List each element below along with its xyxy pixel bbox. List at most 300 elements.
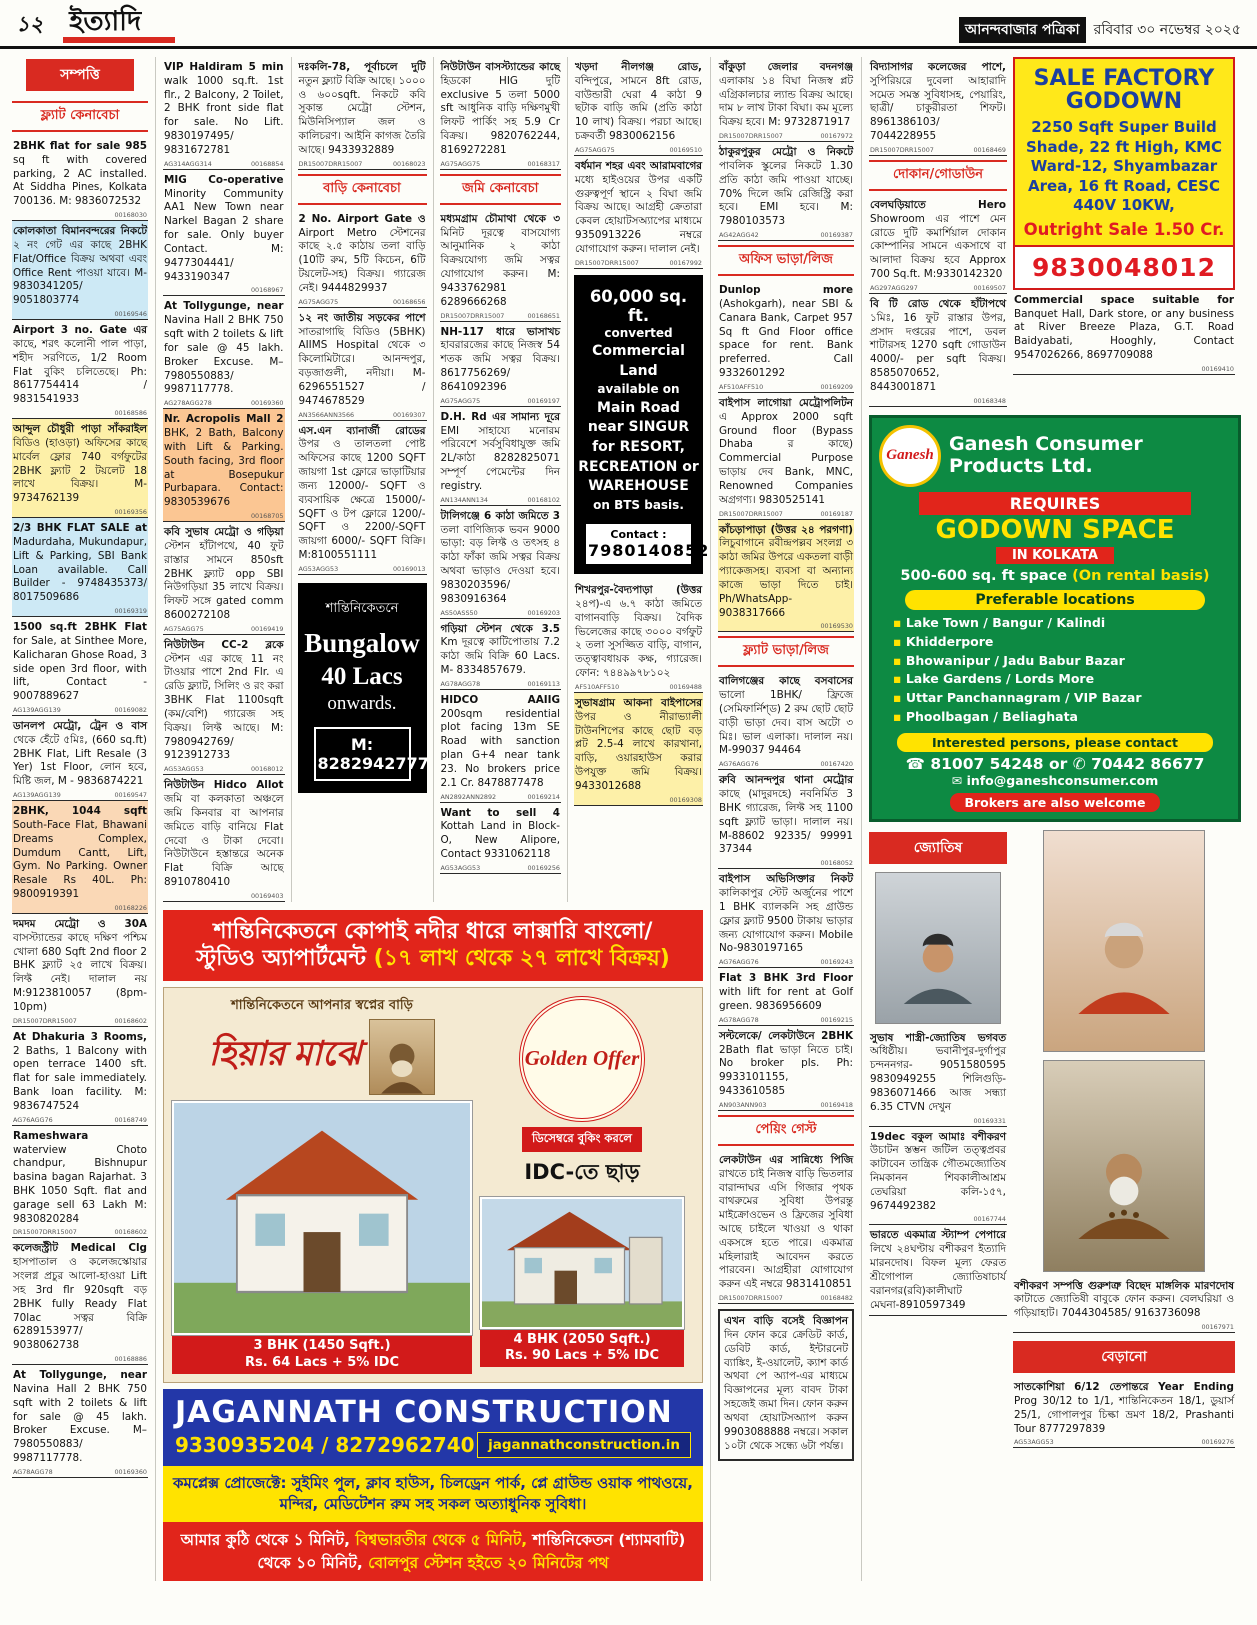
ad-meta — [719, 1294, 853, 1302]
ad-ref: 00168469 — [973, 145, 1006, 154]
jagannath-row — [175, 1432, 691, 1458]
classified-ad — [869, 57, 1007, 156]
ad-code: AN134ANN134 — [440, 495, 488, 504]
ad-ref: 00168705 — [250, 512, 284, 521]
classified-ad — [163, 775, 285, 902]
classified-ad — [718, 1026, 854, 1111]
ad-meta — [719, 1101, 853, 1109]
ad-text: Rameshwara waterview Choto chandpur, Bishnupur basina bagan Rajarhat. 3 BHK 1050 Sqft. flat and garage sell 63 Lakh M: 9830820284 — [13, 1129, 147, 1225]
ganesh-basis-text: (On rental basis) — [1072, 568, 1210, 585]
house-sale-header: বাড়ি কেনাবেচা — [298, 174, 427, 205]
date-line: রবিবার ৩০ নভেম্বর ২০২৫ — [1093, 22, 1241, 38]
ad-meta — [719, 958, 853, 966]
classified-ad — [12, 801, 148, 914]
classified-ad — [574, 693, 703, 806]
classified-ad — [869, 294, 1007, 407]
ad-meta — [575, 146, 702, 154]
classified-ad — [869, 1225, 1007, 1316]
classified-ad — [440, 803, 562, 874]
housead-brand-row — [172, 1019, 472, 1095]
sale-factory-display-ad — [1013, 57, 1235, 290]
astrology-left-lane — [869, 828, 1007, 1449]
classified-ad — [574, 57, 703, 156]
ad-ref: 00168012 — [250, 765, 284, 774]
commland-line: Commercial Land — [592, 343, 685, 379]
house-3bhk-price: Rs. 64 Lacs + 5% IDC — [244, 1354, 400, 1370]
classified-ad — [12, 914, 148, 1027]
ad-meta — [719, 1016, 853, 1024]
ad-text: শিখরপুর-বৈদ্যপাড়া (উত্তর ২৪প)-এ ৬.৭ কাঠা জমিতে বাগানবাড়ি বিক্রয়। বৈদিক ভিলেজের কাছে ৩০০০ বর্গফুট ২ তলা সুসজ্জিত বাড়ি, বাগান, তত্ত্বাবধায়ক কক্ষ, গ্যারেজ। ফোন: ৭৪৪৯৯৭৮১০২ — [575, 584, 702, 680]
ad-text: MIG Co-operative Minority Community AA1 New Town near Narkel Bagan 2 share for sale. Only buyer Contact. M: 9477304441/ 9433190347 — [164, 173, 284, 283]
ad-code: AG53AGG53 — [440, 863, 481, 872]
ad-text: বশীকরণ সম্পত্তি গুরুশত্রু বিছেদ মাঙ্গলিক মারণদোষ কাটাতে জ্যোতিষী বাবুকে ফোন করুন। বেলঘরিয়া ও গড়িয়াহাট। 7044304585/ 9163736098 — [1014, 1279, 1234, 1320]
ad-ref: 00169410 — [1201, 364, 1234, 373]
ad-code: AS50ASS50 — [440, 608, 478, 617]
center-columns-top — [163, 57, 710, 902]
classified-ad — [574, 156, 703, 269]
ad-code: AG297AGG297 — [870, 283, 918, 292]
column-land-4 — [433, 57, 562, 902]
house-4bhk-image — [482, 1199, 682, 1327]
house-3bhk-strip — [172, 1335, 472, 1374]
classified-ad — [298, 421, 427, 575]
ad-meta — [441, 793, 561, 801]
classified-ad — [298, 209, 427, 308]
ganesh-logo: Ganesh — [879, 425, 941, 487]
ad-meta — [13, 904, 147, 912]
ad-meta — [164, 286, 284, 294]
kopai-line2 — [167, 945, 699, 973]
ganesh-company-name: Ganesh Consumer Products Ltd. — [949, 432, 1143, 477]
ad-ref: 00169530 — [820, 622, 853, 631]
classified-ad — [298, 308, 427, 421]
ad-code: AG75AGG75 — [575, 145, 615, 154]
paper-name: আনন্দবাজার পত্রিকা — [959, 17, 1086, 43]
bungalow-phone: 8282942777 — [317, 753, 429, 773]
ad-text: রুবি আনন্দপুর থানা মেট্রোর কাছে (মাদুরদহে) নবনির্মিত 3 BHK গ্যারেজ, লিফ্ট সহ 1100 sqft ফ্ল্যাট ভাড়া। দালাল নয়। M-88602 92335/ 99991 37344 — [719, 774, 853, 856]
ganesh-header — [879, 425, 1231, 487]
paying-guest-header: পেয়িং গেস্ট — [718, 1115, 854, 1146]
ganesh-size-text: 500-600 sq. ft space — [900, 568, 1068, 585]
column-right-display — [1013, 57, 1235, 407]
house-3bhk-label: 3 BHK (1450 Sqft.) — [253, 1338, 391, 1354]
ad-ref: 00169113 — [527, 679, 560, 688]
ad-text: Flat 3 BHK 3rd Floor with lift for rent at Golf green. 9836956609 — [719, 972, 853, 1012]
ad-text: Airport 3 no. Gate এর কাছে, শরৎ কলোনী পাল পাড়া, শহীদ সরণিতে, 1/2 Room Flat বুকিং চলিতেছে। Ph: 8617754414 / 9831541933 — [13, 324, 147, 406]
ad-ref: 00169307 — [392, 410, 426, 419]
ad-code: DR15007DRR15007 — [13, 1016, 77, 1025]
ad-ref: 00168348 — [973, 396, 1006, 405]
ad-code: AG278AGG278 — [164, 399, 212, 408]
ad-text: D.H. Rd এর সামান্য দূরে EMI সাহায্যে মনোরম পরিবেশে সর্বসুবিধাযুক্ত জমি 2L/কাঠা 8282825071 সম্পূর্ণ পেমেন্টের দিন registry. — [440, 410, 560, 492]
sale-factory-title — [1019, 67, 1229, 113]
classified-ad — [163, 522, 285, 635]
kopai-line2b: (১৭ লাখ থেকে ২৭ লাখে বিক্রয়) — [373, 946, 670, 972]
ad-text: NH-117 ধারে ভাসাখচ হাবরারজের কাছে নিজস্ব 54 শতক জমি সত্বর বিক্রয়। 8617756269/ 8641092396 — [440, 325, 560, 393]
classified-ad — [163, 296, 285, 409]
ad-meta — [441, 312, 561, 320]
ganesh-location-item: ▪ Uttar Panchannagram / VIP Bazar — [893, 689, 1217, 708]
kopai-line1: শান্তিনিকেতনে কোপাই নদীর ধারে লাক্সারি বাংলো/ — [213, 918, 653, 944]
sale-factory-title-2: GODOWN — [1065, 89, 1183, 115]
ad-meta — [164, 399, 284, 407]
ad-ref: 00169082 — [114, 705, 147, 714]
sadhu-photo — [1043, 1060, 1205, 1272]
ad-ref: 00169403 — [250, 891, 284, 900]
phone-icon: ✆ — [1072, 754, 1086, 773]
ganesh-location-item: ▪ Lake Town / Bangur / Kalindi — [893, 614, 1217, 633]
ganesh-location-item: ▪ Bhowanipur / Jadu Babur Bazar — [893, 652, 1217, 671]
ad-text: কোলকাতা বিমানবন্দরের নিকটে ২ নং গেট এর কাছে 2BHK Flat/Office বিক্রয় অথবা এবং Office Rent পাওয়া যাবে। M-9830341205/ 9051803774 — [13, 225, 147, 307]
ganesh-location: IN KOLKATA — [996, 547, 1114, 564]
ganesh-phone-2: 70442 86677 — [1091, 754, 1205, 773]
offer-ribbon: ডিসেম্বরে বুকিং করলে — [522, 1127, 642, 1152]
ad-ref: 00169214 — [527, 792, 560, 801]
ad-text: 2/3 BHK FLAT SALE at Madurdaha, Mukundapur, Lift & Parking, SBI Bank Loan available. Call Builder - 9748435373/ 8017509686 — [13, 522, 147, 604]
ad-text: বাইপাস অভিসিক্তার নিকট কালিকাপুর স্টেট অর্জুনের পাশে 1 BHK ব্যালকনি সহ গ্রাউন্ড ফ্লোর ফ্ল্যাট 9500 টাকায় ভাড়ার জন্য যোগাযোগ করুন। Mobile No-9830197165 — [719, 873, 853, 955]
classified-ad — [12, 221, 148, 320]
ad-meta — [299, 160, 426, 168]
classified-ad — [12, 320, 148, 419]
jagannath-name: JAGANNATH CONSTRUCTION — [175, 1394, 673, 1430]
ganesh-pref-label: Preferable locations — [905, 590, 1205, 610]
ad-meta — [870, 1215, 1006, 1223]
ad-code: AF510AFF510 — [575, 682, 620, 691]
ad-code: AG53AGG53 — [298, 564, 339, 573]
column-flats-2 — [163, 57, 285, 902]
ad-ref: 00169547 — [114, 791, 147, 800]
classified-ad — [440, 619, 562, 690]
astrology-right-lane — [1013, 828, 1235, 1449]
ad-text: দঃকলি-78, পূর্বাচলে দুটি নতুন ফ্ল্যাট বিক্রি আছে। ১০০০ ও ৬০০sqft. নিকটে কবি সুকান্ত মেট্রো স্টেশন, মিউনিসিপ্যাল জল ও কালিচরণ। আইনি কাগজ তৈরি আছে। 9433932889 — [298, 61, 426, 156]
commland-line: WAREHOUSE — [588, 478, 689, 495]
ad-code: AG78AGG78 — [440, 679, 481, 688]
ad-meta — [164, 892, 284, 900]
self-service-notice-ad — [718, 1309, 854, 1461]
flat-rent-header: ফ্ল্যাট ভাড়া/লিজ — [718, 636, 854, 667]
ad-meta — [299, 565, 426, 573]
classified-ad — [718, 393, 854, 520]
ad-ref: 00169418 — [820, 1100, 853, 1109]
ad-code: DR15007DRR15007 — [13, 1228, 77, 1237]
ad-meta — [870, 397, 1006, 405]
ad-text: 19dec বকুল আমাঃ বশীকরণ উচাটন স্তম্ভন জটিল তত্ত্বপ্রবর কাটাবেন তান্ত্রিক গৌতমজ্যোতিষ নিমকানন শিবকালীআশ্রম তেঘরিয়া কলি-১৫৭, 9674492382 — [870, 1130, 1006, 1212]
ad-code: AN903ANN903 — [719, 1100, 767, 1109]
ad-meta — [441, 680, 561, 688]
property-section-label: সম্পত্তি — [26, 59, 134, 91]
jagannath-display-ad — [163, 1389, 703, 1467]
ad-code: AG53AGG53 — [164, 765, 204, 774]
ad-text: বাইপাস লাগোয়া মেট্রোপলিটন এ Approx 2000 sqft Ground floor (Bypass Dhaba র কাছে) Commercial Purpose ভাড়ায় দেব Bank, MNC, Renowned Companies অগ্রগণ্য। 9830525141 — [719, 396, 853, 506]
bungalow-phone-box — [314, 727, 429, 781]
ad-ref: 00168886 — [114, 1355, 147, 1364]
ad-meta — [441, 160, 561, 168]
ad-code: AN2892ANN2892 — [440, 792, 497, 801]
ad-text: কলেজস্ট্রীট Medical Clg হাসপাতাল ও কলেজস্কোয়ার সংলগ্ন প্রচুর আলো-হাওয়া Lift সহ 3rd flr 920sqft বড় 2BHK fully Ready Flat 70lac সত্বর বিক্রি 6289153977/ 9038062738 — [13, 1242, 147, 1352]
ad-code: AG139AGG139 — [13, 791, 61, 800]
ad-text: বেলঘড়িয়াতে Hero Showroom এর পাশে মেন রোডে দুটি কমার্শিয়াল দোকান কোম্পানির সামনে একসাথে বা আলাদা বিক্রয় হবে Approx 700 Sq.ft. M:9330142320 — [870, 198, 1006, 281]
sale-factory-title-1: SALE FACTORY — [1033, 66, 1215, 91]
ad-text: VIP Haldiram 5 min walk 1000 sq.ft. 1st flr., 2 Balcony, 2 Toilet, 2 BHK front side flat for sale. No Lift. 9830197495/ 9831672781 — [164, 61, 284, 156]
classified-ad — [12, 136, 148, 221]
ad-ref: 00168749 — [114, 1115, 147, 1124]
ad-code: AG78AGG78 — [719, 1015, 759, 1024]
housead-right — [482, 996, 682, 1374]
classified-ad — [12, 617, 148, 716]
astrology-section — [869, 828, 1241, 1449]
section-title: ইত্যাদি — [63, 8, 175, 43]
ad-ref: 00168967 — [250, 286, 284, 295]
classified-ad — [718, 280, 854, 393]
ad-meta — [441, 864, 561, 872]
ad-ref: 00167971 — [1201, 1323, 1234, 1332]
classified-ad — [440, 209, 562, 322]
classified-ad — [574, 580, 703, 693]
ganesh-phone-1: 81007 54248 — [930, 754, 1044, 773]
ad-ref: 00169215 — [820, 1015, 853, 1024]
classified-ad — [440, 690, 562, 803]
ad-meta — [1014, 1438, 1234, 1446]
ganesh-location-list — [879, 614, 1231, 727]
ad-code: AG139AGG139 — [13, 705, 61, 714]
classified-ad — [163, 409, 285, 522]
sale-factory-body — [1015, 59, 1233, 245]
column-shops — [869, 57, 1007, 407]
ad-code: AG314AGG314 — [164, 159, 212, 168]
ad-text: Nr. Acropolis Mall 2 BHK, 2 Bath, Balcony with Lift & Parking. South facing, 3rd floor at Bosepukur Purbapara. Contact: 9830539676 — [164, 413, 284, 509]
distance-seg1: আমার কুঠি থেকে ১ মিনিট, — [180, 1531, 350, 1550]
ad-meta — [719, 622, 853, 630]
ad-meta — [441, 609, 561, 617]
ad-ref: 00168102 — [527, 495, 560, 504]
ad-ref: 00169510 — [669, 145, 702, 154]
travel-section — [1013, 1337, 1235, 1448]
ad-meta — [13, 1468, 147, 1476]
classified-ad — [869, 1028, 1007, 1127]
ad-meta — [13, 310, 147, 318]
ad-code: DR15007DRR15007 — [575, 258, 639, 267]
ad-text: গড়িয়া স্টেশন থেকে 3.5 Km দূরত্বে কাটিপোতায় 7.2 কাঠা জমি বিক্রি 60 Lacs. M- 8334857679. — [440, 622, 560, 676]
ad-meta — [13, 706, 147, 714]
commland-line: 60,000 sq. ft. — [589, 286, 688, 325]
content-area — [0, 49, 1257, 1581]
astrologer-photo — [1043, 830, 1205, 1052]
offer-idc-text: IDC-তে ছাড় — [524, 1159, 640, 1184]
ad-text: বাঁকুড়া জেলার বদনগঞ্জ এলাকায় ১৪ বিঘা নিজস্ব প্লট এগ্রিকালচার ল্যান্ড বিক্রয় আছে। দাম ৮ লাখ টাকা বিঘা। কম মূল্যে বিক্রয় হবে। M: 9732871917 — [719, 61, 853, 129]
classified-ad — [12, 1238, 148, 1365]
ad-text: Dunlop more (Ashokgarh), near SBI & Canara Bank, Carpet 957 Sq ft Gnd Floor office space for rent. Bank preferred. Call 9332601292 — [719, 284, 853, 380]
classified-ad — [1013, 1377, 1235, 1448]
ad-ref: 00169507 — [973, 283, 1006, 292]
ad-meta — [719, 510, 853, 518]
ad-meta — [164, 160, 284, 168]
ad-code: AG75AGG75 — [164, 624, 204, 633]
ad-ref: 00168482 — [820, 1294, 853, 1303]
housead-left — [172, 996, 472, 1374]
ad-code: AG53AGG53 — [1014, 1438, 1054, 1447]
ad-meta — [441, 397, 561, 405]
ad-ref: 00169209 — [820, 382, 853, 391]
ganesh-email: info@ganeshconsumer.com — [966, 772, 1159, 788]
ad-text: লেকটাউন এর সান্নিধ্যে পিজি রাখতে চাই নিজস্ব বাড়ি ভিতলার বারান্দাঘর এসি গিজার পৃথক বাথরুমের সুবিধা উপরন্তু মাইক্রোওভেন ও ফ্রিজের সুবিধা আছে চাইলে খাওয়া ও থাকা একসঙ্গে হতে পারে। একমাত্র মহিলারাই আবেদন করতে পারবেন। আগ্রহীরা যোগাযোগ করুন এই নম্বরে 9831410851 — [719, 1153, 853, 1291]
ganesh-space-size — [879, 568, 1231, 584]
commland-line: RECREATION or — [578, 458, 699, 475]
ad-meta — [13, 607, 147, 615]
ad-code: AG75AGG75 — [298, 297, 339, 306]
ad-meta — [13, 1017, 147, 1025]
classified-ad — [163, 170, 285, 297]
ad-meta — [13, 211, 147, 219]
classified-ad — [163, 57, 285, 170]
ad-meta — [575, 683, 702, 691]
ad-code: AG76AGG76 — [719, 958, 759, 967]
distance-seg3: শান্তিনিকেতন (শ্যামবাটি) থেকে ১০ মিনিট, — [257, 1531, 686, 1572]
classified-ad — [12, 419, 148, 518]
bungalow-contact-label: M: — [350, 734, 374, 754]
page-header — [0, 0, 1257, 49]
shop-godown-header: দোকান/গোডাউন — [869, 160, 1007, 191]
astrologer-photo — [875, 872, 1001, 1024]
classified-ad — [298, 57, 427, 170]
classified-ad — [12, 1365, 148, 1478]
ad-code: AG75AGG75 — [440, 396, 481, 405]
ad-code: AN3566ANN3566 — [298, 410, 355, 419]
ad-text: বালিগঞ্জের কাছে বসবাসের ভালো 1BHK/ ফ্রিজে (সেমিফার্নিশ্ড) 2 রুম ছোট ছোট বাড়ী ভাড়া দেব। বাস অটো ৩ মিঃ। ভাল এলাকা। দালাল নয়। M-99037 94464 — [719, 675, 853, 757]
ad-meta — [719, 760, 853, 768]
ganesh-or: or — [1049, 754, 1068, 773]
ad-text: Want to sell 4 Kottah Land in Block-O, New Alipore, Contact 9331062118 — [440, 806, 560, 861]
ad-ref: 00168030 — [114, 211, 147, 220]
ad-meta — [13, 1355, 147, 1363]
ad-ref: 00167744 — [973, 1215, 1006, 1224]
bungalow-display-ad — [298, 583, 427, 793]
commland-line: available on — [597, 382, 680, 397]
housead-tagline: শান্তিনিকেতনে আপনার স্বপ্নের বাড়ি — [231, 997, 413, 1013]
ad-ref: 00169243 — [820, 958, 853, 967]
classified-ad — [718, 869, 854, 968]
ad-ref: 00168602 — [114, 1228, 147, 1237]
commland-line: Main Road — [597, 399, 680, 416]
house-photo-4bhk — [480, 1197, 684, 1329]
ad-code: DR15007DRR15007 — [440, 311, 505, 320]
ad-meta — [441, 496, 561, 504]
ad-ref: 00169419 — [250, 624, 284, 633]
ad-meta — [719, 231, 853, 239]
ad-text: এস.এন ব্যানার্জী রোডের উপর ও তালতলা পোষ্ট অফিসের কাছে 1200 SQFT জায়গা 1st ফ্লোরে ভাড়াটিয়ার জন্য 12000/- SQFT ও ব্যবসায়িক ক্ষেত্রে 15000/- SQFT ও টপ ফ্লোরে 1200/- SQFT ও 2200/-SQFT জায়গা 6000/- SQFT বিক্রি। M:8100551111 — [298, 424, 426, 562]
ad-meta — [870, 1117, 1006, 1125]
sale-factory-details: 2250 Sqft Super Build Shade, 22 ft High, KMC Ward-12, Shyambazar Area, 16 ft Road, CESC 440V 10KW, — [1025, 118, 1223, 215]
house-4bhk-label: 4 BHK (2050 Sqft.) — [513, 1331, 651, 1347]
column-land-5 — [567, 57, 710, 902]
tagore-sketch-icon — [376, 1036, 428, 1094]
commland-line: near SINGUR — [587, 419, 690, 436]
ad-ref: 00169203 — [527, 608, 560, 617]
ad-text: খড়দা নীলগঞ্জ রোড, বন্দিপুরে, সামনে 8ft রোড, বাউন্ডারী ঘেরা 4 কাঠা 9 ছটাক বাড়ি জমি (প্রতি কাঠা 10 লাখ) বিক্রয়। পরচা আছে। চক্রবর্তী 9830062156 — [575, 61, 702, 143]
ad-text: মধ্যমগ্রাম চৌমাথা থেকে ৩ মিনিট দূরত্বে বাসযোগ্য আনুমানিক ২ কাঠা বিক্রয়যোগ্য জমি সত্বর যোগাযোগ করুন। M: 9433762981 6289666268 — [440, 212, 560, 308]
ad-ref: 00168023 — [392, 159, 426, 168]
classified-ad — [718, 57, 854, 142]
ad-meta — [575, 259, 702, 267]
ad-text: নিউটাউন বাসস্ট্যান্ডের কাছে হিডকো HIG দুটি exclusive 5 তলা 5000 sft আধুনিক বাড়ি দক্ষিণমুখী লিফট পার্কিং সহ 5.9 Cr বিক্রয়। 9820762244, 8169272281 — [440, 61, 560, 156]
ad-ref: 00169197 — [527, 396, 560, 405]
ganesh-brokers-note: Brokers are also welcome — [950, 793, 1159, 812]
office-rent-header: অফিস ভাড়া/লিজ — [718, 245, 854, 276]
ad-ref: 00169488 — [669, 682, 702, 691]
kopai-line2a: স্টুডিও অ্যাপার্টমেন্ট — [196, 946, 366, 972]
ad-meta — [870, 146, 1006, 154]
ad-text: সুভাষ শাস্ত্রী-জ্যোতিষ ভগবত অধিষ্ঠীয়। ভবানীপুর-দুর্গাপুর চন্দননগর- 9051580595 9830949255 শিলিগুড়ি- 9836071466 আজ সন্ধ্যা 6.35 CTVN দেখুন — [870, 1031, 1006, 1113]
ad-code: AG42AGG42 — [719, 231, 759, 240]
distance-band — [163, 1522, 703, 1581]
ad-text: দমদম মেট্রো ও 30A বাসস্ট্যান্ডের কাছে দক্ষিণ পশ্চিম খোলা 680 Sqft 2nd floor 2 BHK ফ্ল্যাট ২৫ লাখে বিক্রয়। লিফ্ট নেই। দালাল নয় M:9123810057 (8pm-10pm) — [13, 917, 147, 1013]
kopai-banner-ad — [163, 910, 703, 981]
sadhu-portrait-icon — [1064, 1111, 1184, 1271]
ad-text: কবি সুভাষ মেট্রো ও গড়িয়া স্টেশন হাঁটাপথে, 40 ফুট রাস্তার সামনে 850sft 2BHK ফ্ল্যাট opp SBI নিউগড়িয়া 35 লাখে বিক্রয়। লিফট সঙ্গে gated comm 8600272108 — [164, 526, 284, 621]
ad-ref: 00168052 — [820, 859, 853, 868]
ganesh-phones — [879, 755, 1231, 773]
ad-text: 2 No. Airport Gate ও Airport Metro স্টেশনের কাছে ২.৫ কাঠায় তলা বাড়ি (10টি রুম, 5টি কিচেন, 6টি টয়লেট-সহ) বিক্রয়। গ্যারেজ নেই। 9444829937 — [298, 212, 426, 294]
ad-ref: 00167972 — [820, 132, 853, 141]
ad-code: AF510AFF510 — [719, 382, 764, 391]
classified-ad — [718, 1150, 854, 1304]
distance-seg2: বিশ্বভারতীর থেকে ৫ মিনিট, — [355, 1531, 528, 1550]
classified-ad — [718, 968, 854, 1025]
ad-meta — [719, 383, 853, 391]
ganesh-contact-label: Interested persons, please contact — [897, 733, 1213, 752]
ad-code: AG76AGG76 — [719, 760, 759, 769]
ad-text: সাতকোশিয়া 6/12 তেপান্তরে Year Ending Prog 30/12 to 1/1, শান্তিনিকেতন 18/1, ডুয়ার্স 25/1, গোপালপুর চিল্কা ভ্রমণ 18/2, Prashanti Tour 8777297839 — [1014, 1381, 1234, 1435]
classified-ad — [163, 635, 285, 775]
ad-ref: 00168651 — [527, 311, 560, 320]
ad-text: At Tollygunge, near Navina Hall 2 BHK 750 sqft with 2 toilets & lift for sale @ 45 lakh. Broker Excuse. M– 7980550883/ 9987117778. — [13, 1369, 147, 1465]
ad-text: At Tollygunge, near Navina Hall 2 BHK 750 sqft with 2 toilets & lift for sale @ 45 lakh. Broker Excuse. M– 7980550883/ 9987117778. — [164, 300, 284, 396]
ad-text: 2BHK, 1044 sqft South-Face Flat, Bhawani Dreams Complex, Dumdum Cantt, Lift, Gym. No Parking. Owner Resale Rs 40L. Ph: 9800919391 — [13, 805, 147, 901]
house-4bhk-price: Rs. 90 Lacs + 5% IDC — [504, 1348, 660, 1364]
column-houses-3 — [291, 57, 427, 902]
bungalow-onwards: onwards. — [327, 692, 397, 714]
commland-line: on BTS basis. — [593, 497, 684, 512]
amenities-band: কমপ্লেক্স প্রোজেক্টে: সুইমিং পুল, ক্লাব হাউস, চিলড্রেন পার্ক, প্লে গ্রাউন্ড ওয়াক পাথওয়ে, মন্দির, মেডিটেশন রুম সহ সকল অত্যাধুনিক সুবিধা। — [163, 1466, 703, 1522]
ad-ref: 00169276 — [1201, 1438, 1234, 1447]
ad-text: বি টি রোড থেকে হাঁটাপথে ১মিঃ, 16 ফুট রাস্তার উপর, প্রসাদ দপ্তরের পাশে, ডবল শাটারসহ 1270 sqft গোডাউন 4000/- per sqft বিক্রয়। 8585070652, 8443001871 — [870, 297, 1006, 393]
ganesh-location-item: ▪ Phoolbagan / Beliaghata — [893, 708, 1217, 727]
ad-text: সল্টলেকে/ লেকটাউনে 2BHK 2Bath flat ভাড়া নিতে চাই। No broker pls. Ph: 9933101155, 9433610585 — [719, 1029, 853, 1098]
classified-ad — [869, 195, 1007, 294]
ad-meta — [719, 859, 853, 867]
tagore-portrait — [369, 1019, 435, 1095]
ad-text: HIDCO AAIIG 200sqm residential plot facing 13m SE Road with sanction plan G+4 near tank 23. No brokers price 2.1 Cr. 8478877478 — [440, 693, 560, 789]
sale-factory-price: Outright Sale 1.50 Cr. — [1023, 219, 1225, 239]
ganesh-location-item: ▪ Lake Gardens / Lords More — [893, 670, 1217, 689]
commland-line: converted — [604, 325, 673, 340]
distance-seg4: বোলপুর স্টেশন হইতে ২০ মিনিটের পথ — [368, 1553, 609, 1572]
ad-text: 1500 sq.ft 2BHK Flat for Sale, at Sinthee More, Kalicharan Ghose Road, 3 side open 3rd floor, with lift, Contact - 9007889627 — [13, 621, 147, 703]
hiyar-majhe-display-ad — [163, 987, 703, 1383]
ad-meta — [870, 284, 1006, 292]
masthead-info — [959, 17, 1241, 43]
classified-ad — [718, 142, 854, 241]
ad-code: AG78AGG78 — [13, 1467, 53, 1476]
astrologer-portrait-icon — [893, 913, 983, 1023]
ad-text: Commercial space suitable for Banquet Hall, Dark store, or any business at River Breeze Plaza, G.T. Road Baidyabati, Hooghly, Contact 9547026266, 8697709088 — [1014, 293, 1234, 361]
email-icon: ✉ — [951, 772, 963, 788]
ad-meta — [13, 791, 147, 799]
ad-ref: 00168586 — [114, 409, 147, 418]
ad-ref: 00169256 — [527, 863, 560, 872]
house-photo-3bhk — [172, 1101, 472, 1336]
ad-code: AG76AGG76 — [13, 1115, 53, 1124]
ad-meta — [719, 132, 853, 140]
